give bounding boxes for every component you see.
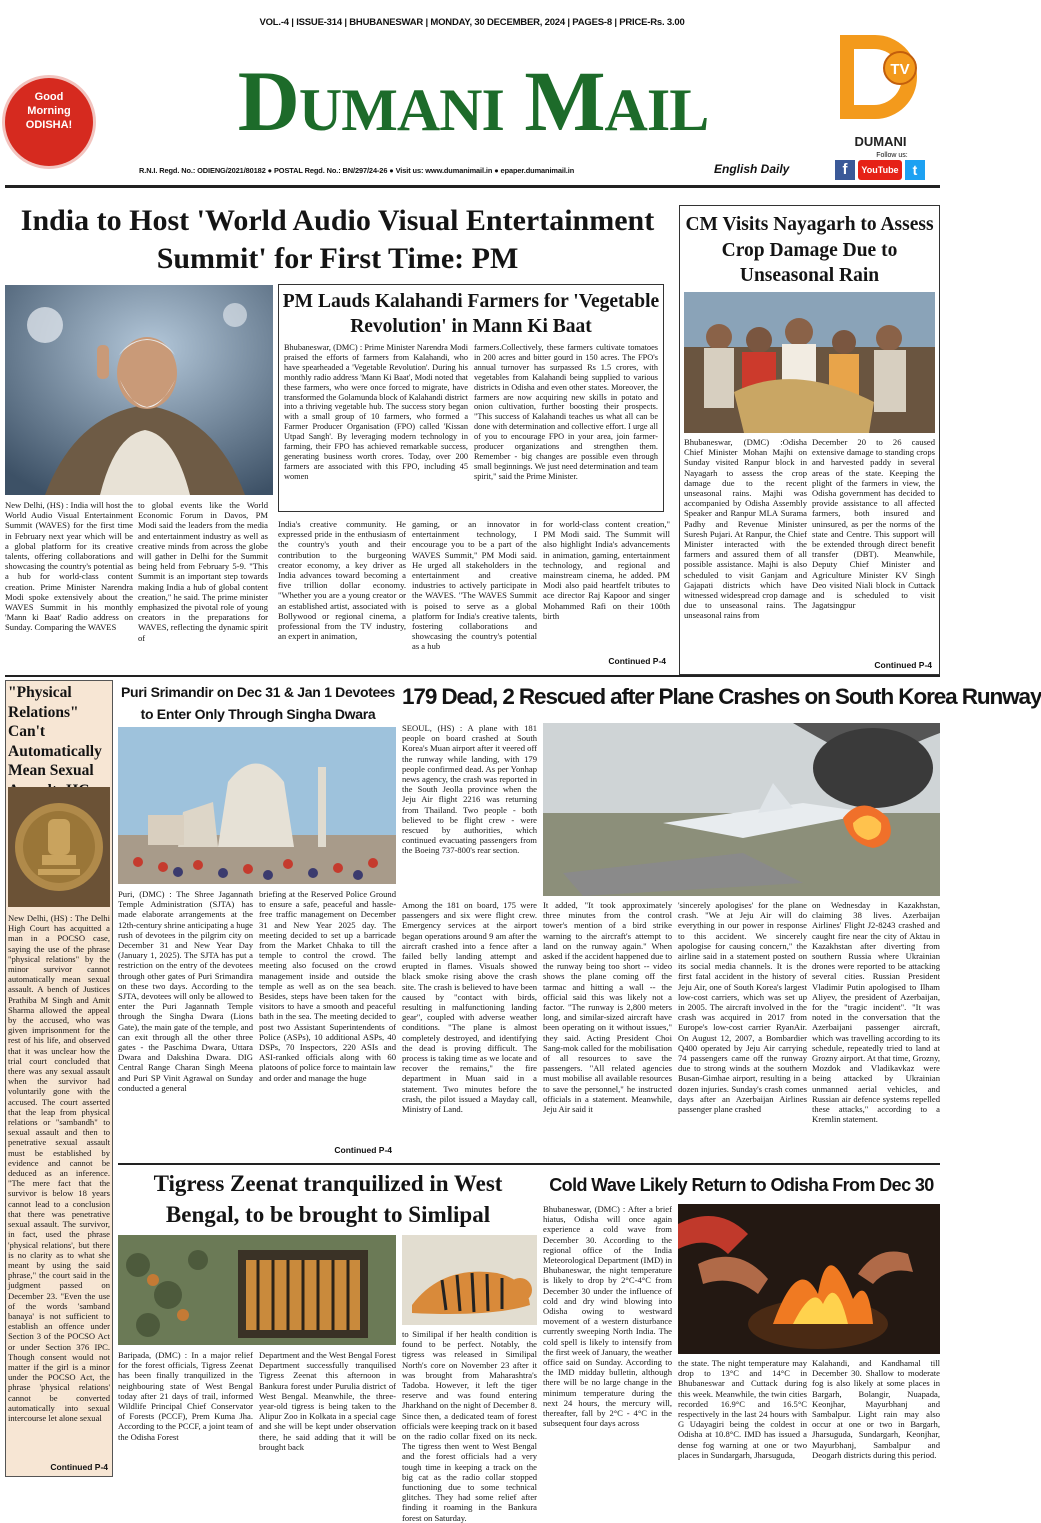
plane-col3: 'sincerely apologises' for the plane crash. "We at Jeju Air will do everything in our power in response to this accident. We sincerely apologise for causing concern," the airline said in a statement posted on its social media channels. It is the first fatal accident in the history of Jeju Air, one of South Korea's largest low-cost carriers, which was set up in 2005. The aircraft involved in the crash was acquired in 2017 from Europe's low-cost carrier RyanAir. On August 12, 2007, a Bombardier Q400 operated by Jeju Air carrying 74 passengers came off the runway due to strong winds at the southern Busan-Gimhae airport, resulting in a dozen injuries. Sunday's crash comes days after an Azerbaijan Airlines passenger plane crashed (678, 900, 807, 1115)
coldwave-col3: Kalahandi, and Kandhamal till December 30. Shallow to moderate fog is also likely at some places in Bargarh, Bolangir, Nuapada, Keonjhar, Mayurbhanj and Sambalpur. Light rain may also occur at one or two in Bargarh, Jharsuguda, Sundargarh, Keonjhar, Mayurbhanj, Sambalpur and Deogarh districts during this period. (812, 1358, 940, 1460)
puri-temple-photo (118, 727, 396, 884)
hc-body: New Delhi, (HS) : The Delhi High Court has acquitted a man in a POCSO case, saying the use of the phrase "physical relations" by the minor survivor cannot automatically mean sexual assault. A bench of Justices Prathiba M Singh and Amit Sharma allowed the appeal by the accused, who was given imprisonment for the rest of his life, and observed that it was unclear how the trial court concluded that there was any sexual assault when the survivor had voluntarily gone with the accused. The court asserted that the leap from physical relations or "sambandh" to sexual assault and then to penetrative sexual assault must be established by evidence and cannot be deduced as an inference. "The mere fact that the survivor is below 18 years cannot lead to a conclusion that there was penetrative sexual assault. The survivor, in fact, used the phrase 'physical relations', but there is no clarity as to what she meant by using the said phrase," the court said in the judgment passed on December 23. "Even the use of the words 'samband banaya' is not sufficient to establish an offence under Section 3 of the POCSO Act or under Section 376 IPC. Though consent would not matter if the girl is a minor under the POCSO Act, the phrase 'physical relations' cannot be converted automatically into sexual intercourse let alone sexual (8, 913, 110, 1423)
bonfire-photo (678, 1204, 940, 1354)
waves-continued-link[interactable]: Continued P-4 (608, 656, 666, 666)
nayagarh-headline: CM Visits Nayagarh to Assess Crop Damage Due to Unseasonal Rain (685, 214, 934, 286)
modi-photo (5, 285, 273, 495)
coldwave-col1: Bhubaneswar, (DMC) : After a brief hiatus, Odisha will once again experience a cold wave from December 30. According to the regional office of the India Meteorological Department (IMD) in Bhubaneswar, the night temperature is likely to drop by 2°C-4°C from December 30 under the influence of cold and dry wind blowing into Odisha owing to westward movement of a western disturbance currently sweeping North India. The cold spell is likely to intensify from the first week of January, the weather office said on Sunday. According to the IMD midday bulletin, although there will be no large change in the minimum temperature during the next 24 hours, the mercury will, thereafter, fall by 2°C - 4°C in the subsequent four days across (543, 1204, 672, 1429)
court-emblem-photo (8, 787, 110, 907)
kalahandi-col2: farmers.Collectively, these farmers cultivate tomatoes in 200 acres and bitter gourd in 150 acres. The FPO's annual turnover has surpassed Rs 1.5 crores, with vegetables from Kalahandi being supplied to various districts in Odisha and even other states. Moreover, the farmers are now acquiring new skills in potato and onion cultivation, further boosting their prospects. "This success of Kalahandi teaches us what all can be done with determination and collective effort. I urge all of you to encourage FPO in your area, join farmer-producer organizations and strengthen them. Remember - big changes are possible even through small beginnings. We just need determination and team spirit," said the Prime Minister. (474, 343, 658, 481)
plane-headline: 179 Dead, 2 Rescued after Plane Crashes on South Korea Runway (402, 684, 1041, 709)
tigress-col3: to Similipal if her health condition is found to be perfect. Notably, the tigress was released in Similipal North's core on November 23 after it was brought from Maharashtra's Tadoba. However, it left the tiger reserve and was found entering Jharkhand on the night of December 8. Since then, a dedicated team of forest officials were keeping track on it based on the radio collar fixed on its neck. The tigress then went to West Bengal and the forest officials had a very tough time in keeping a track on the big cat as the radio collar stopped functioning due to some technical glitches. They had some relief after finding it roaming in the Bankura forest on Saturday. (402, 1329, 537, 1523)
dumani-tv-logo (830, 30, 930, 125)
logo-name: DUMANI (854, 134, 907, 149)
nayagarh-continued-link[interactable]: Continued P-4 (874, 660, 932, 670)
plane-col2: It added, "It took approximately three minutes from the control tower's mention of a bird strike warning to the aircraft's attempt to land on the runway again." When asked if the accident happened due to the runway being too short -- video shows the plane coming off the tarmac and hitting a wall -- the official said this was likely not a factor. "The runway is 2,800 meters long, and similar-sized aircraft have been operating on it without issues," they said. Acting President Choi Sang-mok called for the mobilisation of all resources to save the passengers. "All related agencies must mobilise all available resources to save the personnel," he instructed officials in a statement. Meanwhile, Jeju Air said it (543, 900, 672, 1115)
hc-continued-link[interactable]: Continued P-4 (50, 1462, 108, 1472)
section-rule-1 (5, 675, 940, 677)
tiger-photo (402, 1235, 537, 1325)
kalahandi-headline: PM Lauds Kalahandi Farmers for 'Vegetable Revolution' in Mann Ki Baat (282, 291, 660, 337)
svg-text:TV: TV (890, 61, 910, 78)
edition-label: English Daily (714, 162, 790, 176)
nayagarh-col1: Bhubaneswar, (DMC) :Odisha Chief Minister Mohan Majhi on Sunday visited Ranpur block in Nayagarh to assess the crop damage due to the recent unseasonal rains. Majhi was accompanied by Odisha Assembly Speaker and Ranpur MLA Surama Padhy and Revenue Minister Suresh Pujari. At Ranpur, the Chief Minister interacted with the farmers and assured them of all possible assistance. Majhi is also scheduled to visit Ganjam and Gajapati districts which have witnessed widespread crop damage due to unseasonal rains. The unseasonal rains from (684, 437, 807, 621)
tigress-cage-photo (118, 1235, 396, 1345)
puri-continued-link[interactable]: Continued P-4 (334, 1145, 392, 1155)
kalahandi-col1: Bhubaneswar, (DMC) : Prime Minister Narendra Modi praised the efforts of farmers from Kalahandi, who have spearheaded a 'Vegetable Revolution'. During his monthly radio address 'Mann Ki Baat', Modi noted that these farmers, who were once forced to migrate, have transformed the Golamunda block of Kalahandi district into a thriving vegetable hub. The success story began with a small group of 10 farmers, who formed a Farmer Producer Organisation (FPO) called 'Kissan Utpad Sangh'. By leveraging modern technology in farming, their FPO has achieved remarkable success, generating business worth crores. Today, over 200 farmers are associated with this FPO, including 45 women (284, 343, 468, 481)
masthead-regd: R.N.I. Regd. No.: ODIENG/2021/80182 ● POSTAL Regd. No.: BN/297/24-26 ● Visit us: www.dumanimail.in ● epaper.dumanimail.in (139, 166, 575, 175)
youtube-icon[interactable]: YouTube (858, 160, 902, 180)
coldwave-headline: Cold Wave Likely Return to Odisha From Dec 30 (549, 1175, 934, 1195)
coldwave-col2: the state. The night temperature may drop to 13°C and 14°C in Bhubaneswar and Cuttack during this week. Meanwhile, the twin cities recorded 16.9°C and 16.5°C respectively in the last 24 hours with G Udayagiri being the coldest in Odisha at 10.8°C. IMD has issued a dense fog warning at one or two places in Sundargarh, Jharsuguda, (678, 1358, 807, 1460)
cm-visit-photo (684, 292, 935, 433)
tigress-headline: Tigress Zeenat tranquilized in West Bengal, to be brought to Simlipal (153, 1171, 503, 1227)
masthead-info: VOL.-4 | ISSUE-314 | BHUBANESWAR | MONDAY, 30 DECEMBER, 2024 | PAGES-8 | PRICE-Rs. 3.00 (259, 17, 685, 28)
masthead-rule (5, 185, 940, 188)
nayagarh-col2: December 20 to 26 caused extensive damage to standing crops and harvested paddy in several areas of the state. Keeping the plight of the farmers in view, the Odisha government has decided to provide assistance to all affected farmers, both insured and uninsured, as per the norms of the state and Centre. This support will be extended through direct benefit transfer (DBT). Meanwhile, Deputy Chief Minister and Agriculture Minister KV Singh Deo visited Niali block in Cuttack and is scheduled to visit Jagatsingpur (812, 437, 935, 611)
waves-col1: New Delhi, (HS) : India will host the World Audio Visual Entertainment Summit (WAVES) for the first time in February next year which will be a global platform for its creative talents, offering collaborations and showcasing the country's potential as a hub for world-class content creation. Prime Minister Narendra Modi spoke extensively about the WAVES Summit in his monthly 'Mann ki Baat' Radio address on Sunday. Comparing the WAVES (5, 500, 133, 633)
facebook-icon[interactable]: f (835, 160, 855, 180)
plane-col4: on Wednesday in Kazakhstan, claiming 38 lives. Azerbaijan Airlines' Flight J2-8243 crashed and caught fire near the city of Aktau in Kazakhstan after diverting from southern Russia where Ukrainian drones were reported to be attacking several cities. Russian President Vladimir Putin apologised to Ilham Aliyev, the president of Azerbaijan, for the "tragic incident". "It was noted in the conversation that the Azerbaijani passenger aircraft, which was travelling according to its schedule, repeatedly tried to land at Grozny airport. At that time, Grozny, Mozdok and Vladikavkaz were being attacked by Ukrainian unmanned aerial vehicles, and Russian air defence systems repelled these attacks," according to a Kremlin statement. (812, 900, 940, 1125)
waves-col4: gaming, or an innovator in entertainment technology, I encourage you to be a part of the WAVES Summit," PM Modi said. He urged all stakeholders in the entertainment and creative industries to actively participate in the WAVES. "The WAVES Summit is poised to serve as a global platform for India's creative talents, fostering collaborations and showcasing the country's potential as a hub (412, 519, 537, 652)
plane-col1: Among the 181 on board, 175 were passengers and six were flight crew. Emergency services at the airport began operations around 9 am after the aircraft crashed into a fence after a failed belly landing attempt and erupted in flames. Visuals showed black smoke rising above the crash site. The crash is believed to have been caused by "contact with birds, resulting in malfunctioning landing gear", coupled with adverse weather conditions. "The plane is almost completely destroyed, and identifying the dead is proving difficult. The process is taking time as we locate and recover the remains," the fire department in Muan said in a statement. Two minutes before the crash, the pilot issued a Mayday call, Ministry of Land. (402, 900, 537, 1115)
waves-col2: to global events like the World Economic Forum in Davos, PM Modi said the leaders from the media and entertainment industry as well as creative minds from across the globe will gather in Delhi for the Summit being held from February 5-9. "This Summit is an important step towards making India a hub of global content creation," he said. The prime minister emphasized the pivotal role of young creators in the preparations for WAVES, reflecting the dynamic spirit of (138, 500, 268, 643)
tigress-col2: Department and the West Bengal Forest Department successfully tranquilised Tigress Zeenat this afternoon in Bankura forest under Purulia district of West Bengal. Meanwhile, the three-year-old tigress is being taken to the Alipur Zoo in Kolkata in a special cage and she will be kept under observation there, he said adding that it will be brought back (259, 1350, 396, 1452)
plane-crash-photo (543, 723, 940, 896)
puri-col2: briefing at the Reserved Police Ground to ensure a safe, peaceful and hassle-free traffic management on December 31 and New Year 2025 day. The meeting decided to set up a barricade from the Market Chhaka to till the temple to control the crowd. The meeting also focused on the crowd management inside and outside the temple as well as on the sea beach. Besides, steps have been taken for the visitors to have a smooth and peaceful bath in the sea. The meeting decided to post two Assistant Superintendents of Police (ASPs), 10 additional ASPs, 40 DSPs, 70 Inspectors, 220 ASIs and ASI-ranked officials along with 60 platoons of police force to maintain law and order and manage the huge (259, 889, 396, 1083)
twitter-icon[interactable]: t (905, 160, 925, 180)
good-morning-text: Good Morning ODISHA! (25, 91, 73, 131)
section-rule-2 (118, 1163, 940, 1165)
waves-headline: India to Host 'World Audio Visual Entertainment Summit' for First Time: PM (20, 204, 655, 275)
plane-lead: SEOUL, (HS) : A plane with 181 people on board crashed at South Korea's Muan airport after it veered off the runway while landing, with 179 people confirmed dead. As per Yonhap news agency, the crash was reported in the South Jeolla province when the Jeju Air flight 2216 was returning from Thailand. Two people - both believed to be flight crew - were rescued by authorities, which continued evacuating passengers from the Boeing 737-800's rear section. (402, 723, 538, 856)
hc-headline: "Physical Relations" Can't Automatically Mean Sexual (8, 684, 102, 779)
puri-headline: Puri Srimandir on Dec 31 & Jan 1 Devotees to Enter Only Through Singha Dwara (120, 684, 396, 722)
puri-col1: Puri, (DMC) : The Shree Jagannath Temple Administration (SJTA) has made elaborate arrangements at the 12th-century shrine anticipating a huge rush of devotees in the pilgrim city on December 31 and New Year Day (January 1, 2025). The SJTA has put a restriction on the entry of the devotees through other gates of Puri Srimandira on these two days. According to the SJTA, devotees will only be allowed to enter the Puri Jagannath Temple through the Singha Dwara (Lions Gate), the main gate of the temple, and can exit through all the other three gates - the Paschima Dwara, Uttara Dwara and Dakshina Dwara. DIG Central Range Charan Singh Meena and Puri SP Vinit Agrawal on Sunday conducted a general (118, 889, 253, 1093)
follow-label: Follow us: (876, 152, 908, 159)
tigress-col1: Baripada, (DMC) : In a major relief for the forest officials, Tigress Zeenat has been finally tranquilized in the neighbouring state of West Bengal today after 21 days of trail, informed Wildlife Principal Chief Conservator of Forests (PCCF), Prem Kuma Jha. According to the PCCF, a joint team of the Odisha Forest (118, 1350, 253, 1442)
waves-col3: India's creative community. He expressed pride in the enthusiasm of the country's youth and their contribution to the burgeoning creator economy, a key driver as India advances toward becoming a five trillion dollar economy. "Whether you are a young creator or an established artist, associated with Bollywood or regional cinema, a professional from the TV industry, an expert in animation, (278, 519, 406, 642)
waves-col5: for world-class content creation," PM Modi said. The Summit will also highlight India's advancements in animation, gaming, entertainment technology, and regional and mainstream cinema, he added. PM Modi also paid heartfelt tributes to ace director Raj Kapoor and singer Mohammed Rafi on their 100th birth (543, 519, 670, 621)
masthead-title: Dumani Mail (237, 53, 709, 149)
